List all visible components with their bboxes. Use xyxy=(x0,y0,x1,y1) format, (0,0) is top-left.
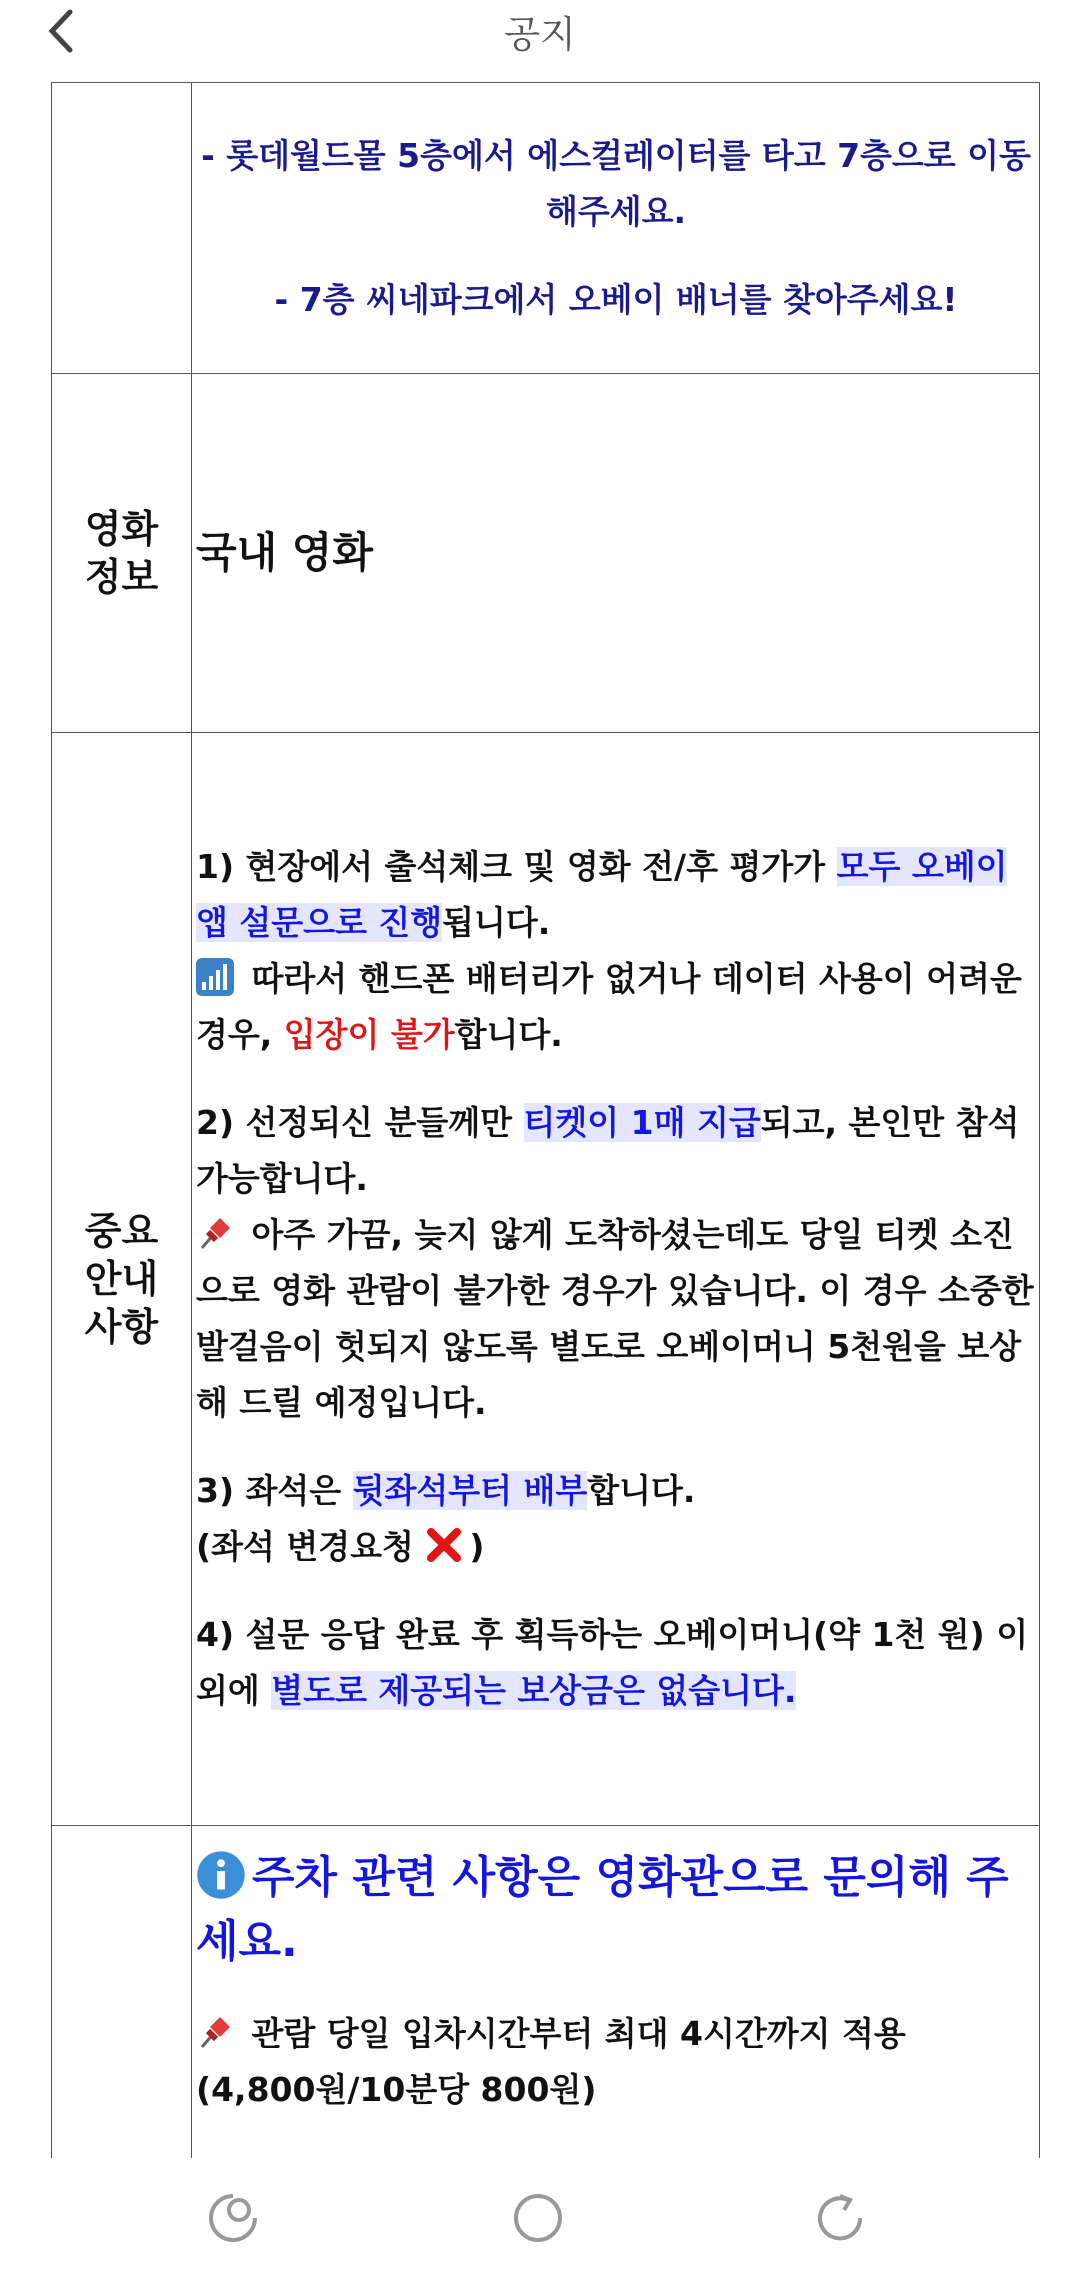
item-1-highlight: 모두 오베이 앱 설문으로 진행 xyxy=(196,847,1008,942)
item-2-suffix: 되고, 본인만 참석 가능합니다. xyxy=(196,1103,1020,1198)
important-cell xyxy=(192,733,1040,1826)
important-header xyxy=(52,733,192,1826)
parking-line-2: (4,800원/10분당 800원) xyxy=(196,2070,597,2109)
back-rotate-icon[interactable] xyxy=(810,2188,870,2248)
item-1-note xyxy=(196,951,1036,1063)
movie-info-text: 국내 영화 xyxy=(196,528,373,577)
item-2-note-text: 아주 가끔, 늦지 않게 도착하셨는데도 당일 티켓 소진으로 영화 관람이 불가한 경우가 있습니다. 이 경우 소중한 발걸음이 헛되지 않도록 별도로 오베이머니 5천원을 보상해 드릴 예정입니다. xyxy=(196,1215,1034,1422)
important-header-text: 중요 안내 사항 xyxy=(84,1209,159,1349)
item-2-highlight: 티켓이 1매 지급 xyxy=(523,1103,761,1142)
parking-line-1 xyxy=(196,2006,1036,2062)
movie-info-header xyxy=(52,374,192,733)
pushpin-icon xyxy=(196,2013,234,2051)
item-4-text: 4) 설문 응답 완료 후 획득하는 오베이머니(약 1천 원) 이외에 xyxy=(196,1615,1029,1710)
item-2-note xyxy=(196,1207,1036,1431)
signal-bars-icon xyxy=(196,958,234,996)
parking-title xyxy=(196,1846,1036,1974)
recent-apps-icon[interactable] xyxy=(203,2188,263,2248)
item-4 xyxy=(196,1607,1036,1719)
system-nav-bar xyxy=(0,2158,1080,2274)
item-1-note-red: 입장이 불가 xyxy=(283,1015,455,1054)
item-1-note-suffix: 합니다. xyxy=(454,1015,563,1054)
home-icon[interactable] xyxy=(508,2188,568,2248)
top-bar xyxy=(0,0,1080,82)
movie-info-row xyxy=(52,374,1040,733)
item-3-text: 3) 좌석은 xyxy=(196,1471,353,1510)
red-x-icon xyxy=(425,1526,463,1564)
item-4-highlight: 별도로 제공되는 보상금은 없습니다. xyxy=(271,1671,797,1710)
item-1-suffix: 됩니다. xyxy=(442,903,551,942)
notice-content[interactable] xyxy=(0,82,1080,2158)
location-row xyxy=(52,83,1040,374)
pushpin-icon xyxy=(196,1214,234,1252)
item-3-note-text: (좌석 변경요청 xyxy=(196,1527,426,1566)
item-3-highlight: 뒷좌석부터 배부 xyxy=(352,1471,588,1510)
item-2-text: 2) 선정되신 분들께만 xyxy=(196,1103,524,1142)
movie-info-header-text: 영화 정보 xyxy=(84,507,159,599)
item-1-note-text: 따라서 핸드폰 배터리가 없거나 데이터 사용이 어려운 경우, xyxy=(196,959,1022,1054)
location-line-1: - 롯데월드몰 5층에서 에스컬레이터를 타고 7층으로 이동해주세요. xyxy=(201,136,1031,231)
parking-title-text: 주차 관련 사항은 영화관으로 문의해 주세요. xyxy=(196,1852,1009,1967)
important-row xyxy=(52,733,1040,1826)
item-1-text: 1) 현장에서 출석체크 및 영화 전/후 평가가 xyxy=(196,847,837,886)
movie-info-value xyxy=(192,374,1040,733)
item-3 xyxy=(196,1463,1036,1519)
parking-line-1-text: 관람 당일 입차시간부터 최대 4시간까지 적용 xyxy=(240,2014,906,2053)
location-header-cell xyxy=(52,83,192,374)
page-title: 공지 xyxy=(504,13,576,56)
location-cell xyxy=(192,83,1040,374)
item-1 xyxy=(196,839,1036,951)
location-line-2: - 7층 씨네파크에서 오베이 배너를 찾아주세요! xyxy=(274,280,958,319)
notice-table xyxy=(51,82,1040,2247)
info-icon xyxy=(196,1850,246,1900)
item-2 xyxy=(196,1095,1036,1207)
item-3-note xyxy=(196,1519,1036,1575)
item-3-suffix: 합니다. xyxy=(587,1471,696,1510)
item-3-note-suffix: ) xyxy=(469,1527,485,1566)
